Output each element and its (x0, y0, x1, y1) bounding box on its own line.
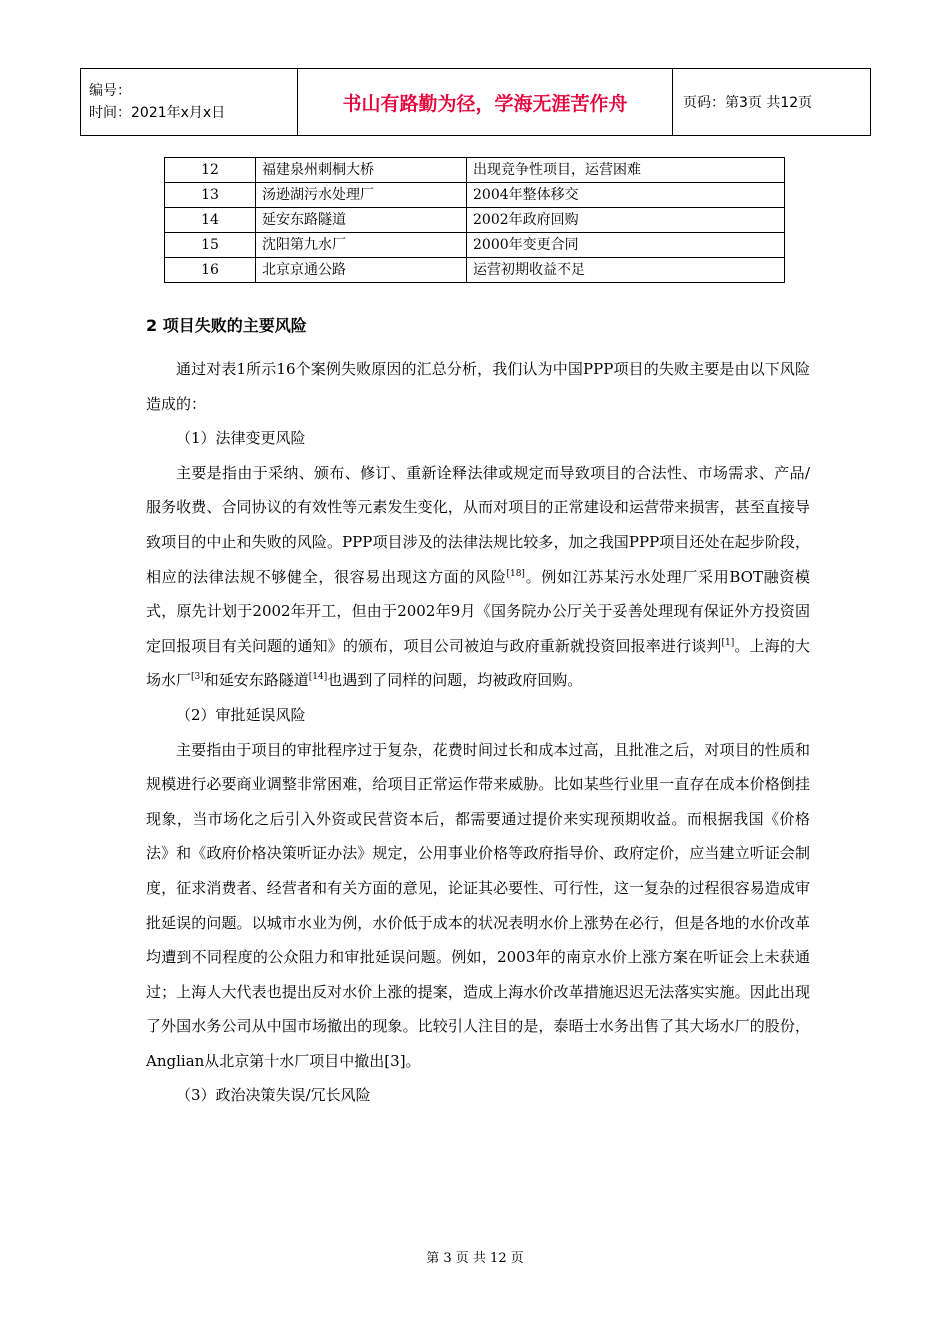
case-number: 14 (165, 208, 256, 233)
number-label: 编号： (89, 83, 131, 99)
case-table (164, 157, 785, 283)
legal-risk-paragraph (146, 456, 810, 698)
header-table (80, 68, 871, 136)
legal-text-d: 和延安东路隧道 (203, 671, 309, 690)
page-label: 页码：第3页 共12页 (673, 69, 871, 136)
citation-1: [1] (721, 637, 735, 648)
case-name: 汤逊湖污水处理厂 (256, 183, 467, 208)
case-number: 13 (165, 183, 256, 208)
case-number: 16 (165, 258, 256, 283)
section-title: 2 项目失败的主要风险 (146, 316, 307, 335)
case-name: 沈阳第九水厂 (256, 233, 467, 258)
subheading-legal: （1）法律变更风险 (176, 429, 306, 448)
legal-text-a: 主要是指由于采纳、颁布、修订、重新诠释法律或规定而导致项目的合法性、市场需求、产品/服务收费、合同协议的有效性等元素发生变化，从而对项目的正常建设和运营带来损害，甚至直接导致项目的中止和失败的风险。PPP项目涉及的法律法规比较多，加之我国PPP项目还处在起步阶段，相应的法律法规不够健全，很容易出现这方面的风险 (146, 463, 810, 586)
intro-paragraph: 通过对表1所示16个案例失败原因的汇总分析，我们认为中国PPP项目的失败主要是由以下风险造成的： (146, 360, 810, 413)
table-row (165, 183, 785, 208)
body-text (146, 352, 810, 1113)
table-row (165, 258, 785, 283)
case-reason: 2000年变更合同 (467, 233, 785, 258)
case-name: 延安东路隧道 (256, 208, 467, 233)
legal-text-e: 也遇到了同样的问题，均被政府回购。 (327, 671, 583, 690)
legal-text-b: 。例如江苏某污水处理厂采用BOT融资模式，原先计划于2002年开工，但由于2002年9月《国务院办公厅关于妥善处理现有保证外方投资固定回报项目有关问题的通知》的颁布，项目公司被迫与政府重新就投资回报率进行谈判 (146, 567, 810, 655)
case-name: 福建泉州刺桐大桥 (256, 158, 467, 183)
case-number: 15 (165, 233, 256, 258)
case-reason: 2004年整体移交 (467, 183, 785, 208)
page-footer: 第 3 页 共 12 页 (426, 1251, 524, 1266)
motto: 书山有路勤为径，学海无涯苦作舟 (298, 69, 673, 136)
legal-text-c: 。上海的大场水厂 (146, 636, 810, 690)
case-reason: 出现竞争性项目，运营困难 (467, 158, 785, 183)
table-row (165, 233, 785, 258)
case-reason: 2002年政府回购 (467, 208, 785, 233)
subheading-approval: （2）审批延误风险 (176, 705, 306, 724)
case-number: 12 (165, 158, 256, 183)
table-row (165, 158, 785, 183)
citation-18: [18] (506, 568, 525, 579)
case-name: 北京京通公路 (256, 258, 467, 283)
table-row (165, 208, 785, 233)
date-label: 时间：2021年x月x日 (89, 105, 226, 121)
citation-14: [14] (308, 672, 328, 683)
case-reason: 运营初期收益不足 (467, 258, 785, 283)
header-meta (81, 69, 298, 136)
citation-3: [3] (191, 672, 204, 683)
subheading-political: （3）政治决策失误/冗长风险 (176, 1086, 371, 1105)
approval-risk-paragraph: 主要指由于项目的审批程序过于复杂，花费时间过长和成本过高，且批准之后，对项目的性质和规模进行必要商业调整非常困难，给项目正常运作带来威胁。比如某些行业里一直存在成本价格倒挂现象，当市场化之后引入外资或民营资本后，都需要通过提价来实现预期收益。而根据我国《价格法》和《政府价格决策听证办法》规定，公用事业价格等政府指导价、政府定价，应当建立听证会制度，征求消费者、经营者和有关方面的意见，论证其必要性、可行性，这一复杂的过程很容易造成审批延误的问题。以城市水业为例，水价低于成本的状况表明水价上涨势在必行，但是各地的水价改革均遭到不同程度的公众阻力和审批延误问题。例如，2003年的南京水价上涨方案在听证会上未获通过；上海人大代表也提出反对水价上涨的提案，造成上海水价改革措施迟迟无法落实实施。因此出现了外国水务公司从中国市场撤出的现象。比较引人注目的是，泰晤士水务出售了其大场水厂的股份，Anglian从北京第十水厂项目中撤出[3]。 (146, 740, 810, 1070)
